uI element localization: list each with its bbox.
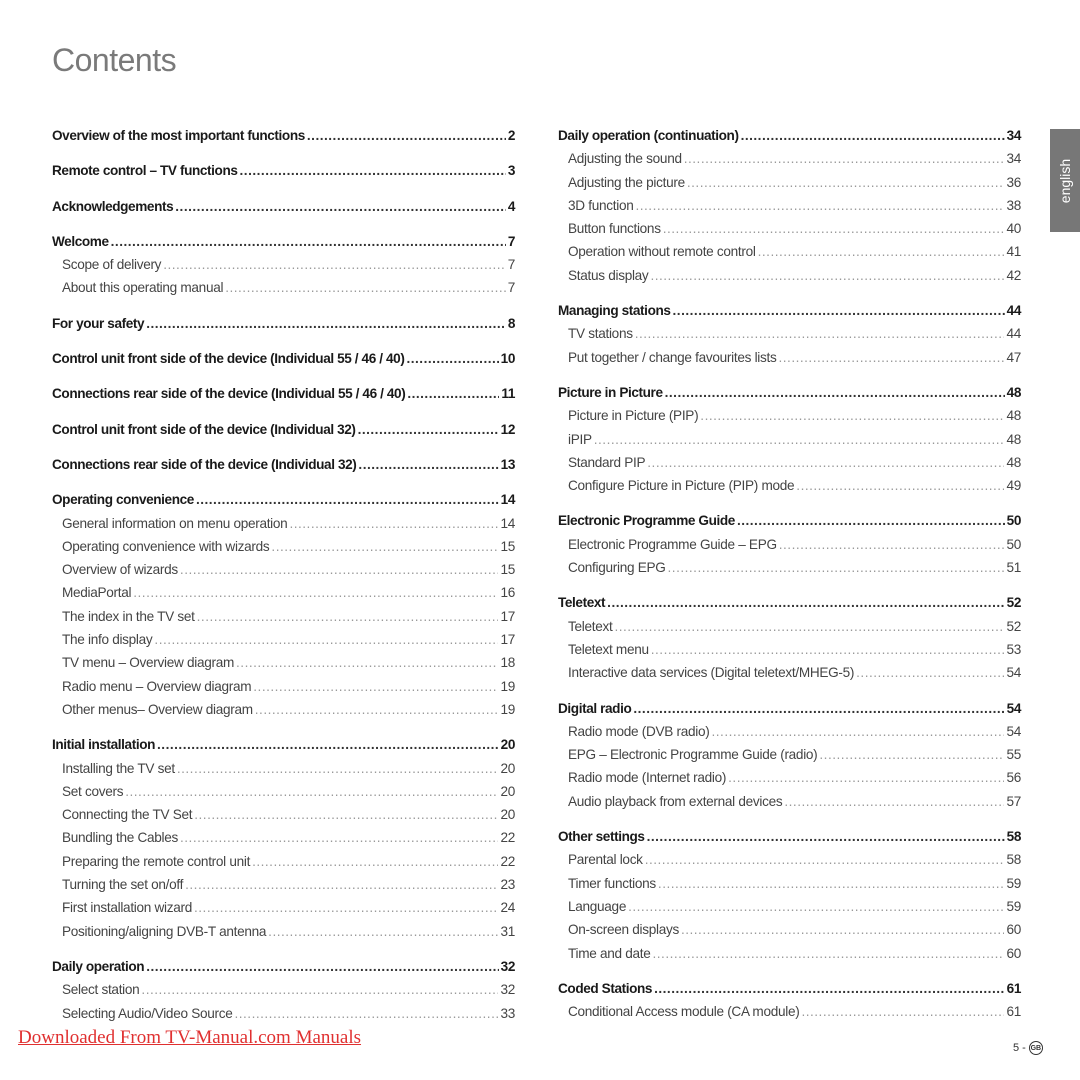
dot-leader (358, 418, 499, 441)
dot-leader (758, 240, 1005, 263)
toc-entry[interactable] (52, 920, 515, 943)
entry-page: 19 (500, 678, 515, 694)
dot-leader (271, 535, 498, 558)
entry-page: 61 (1006, 980, 1021, 996)
entry-label: Parental lock (568, 852, 643, 868)
entry-label: Connecting the TV Set (62, 807, 193, 823)
entry-page: 17 (500, 608, 515, 624)
entry-page: 58 (1006, 829, 1021, 845)
entry-page: 34 (1006, 128, 1021, 143)
country-badge-icon: GB (1029, 1041, 1043, 1055)
entry-page: 3 (507, 163, 515, 179)
entry-page: 59 (1006, 898, 1021, 914)
entry-label: Other menus– Overview diagram (62, 701, 253, 717)
entry-label: Operating convenience with wizards (62, 538, 270, 554)
dot-leader (651, 638, 1005, 661)
entry-page: 56 (1006, 770, 1021, 786)
download-link[interactable]: Downloaded From TV-Manual.com Manuals (18, 1027, 362, 1048)
entry-label: Welcome (52, 233, 109, 249)
dot-leader (681, 918, 1005, 941)
dot-leader (665, 381, 1005, 404)
entry-label: Remote control – TV functions (52, 163, 238, 179)
toc-entry[interactable] (558, 451, 1021, 474)
entry-label: EPG – Electronic Programme Guide (radio) (568, 747, 818, 763)
entry-page: 31 (500, 923, 515, 939)
entry-page: 55 (1006, 747, 1021, 763)
dot-leader (163, 253, 506, 276)
entry-label: Turning the set on/off (62, 877, 184, 893)
toc-entry[interactable] (52, 581, 515, 604)
entry-label: TV menu – Overview diagram (62, 655, 235, 671)
dot-leader (111, 230, 506, 253)
entry-label: Audio playback from external devices (568, 793, 783, 809)
dot-leader (255, 698, 499, 721)
toc-section[interactable] (52, 488, 515, 511)
entry-label: Language (568, 898, 627, 914)
toc-entry[interactable] (558, 171, 1021, 194)
toc-section[interactable] (52, 230, 515, 253)
toc-entry[interactable] (558, 404, 1021, 427)
entry-label: Initial installation (52, 737, 156, 753)
dot-leader (668, 556, 1005, 579)
toc-entry[interactable] (52, 896, 515, 919)
entry-label: First installation wizard (62, 900, 192, 916)
toc-entry[interactable] (52, 698, 515, 721)
toc-entry[interactable] (52, 826, 515, 849)
toc-entry[interactable] (52, 978, 515, 1001)
toc-entry[interactable] (52, 1002, 515, 1025)
page-number-text: 5 - (1013, 1042, 1026, 1054)
entry-page: 32 (500, 958, 515, 974)
entry-label: Radio mode (Internet radio) (568, 770, 727, 786)
entry-page: 17 (500, 632, 515, 648)
dot-leader (194, 803, 498, 826)
toc-entry[interactable] (558, 194, 1021, 217)
dot-leader (737, 509, 1005, 532)
toc-entry[interactable] (52, 276, 515, 299)
dot-leader (653, 942, 1005, 965)
entry-page: 33 (500, 1005, 515, 1021)
toc-section[interactable] (558, 299, 1021, 322)
toc-entry[interactable] (52, 675, 515, 698)
entry-label: Configure Picture in Picture (PIP) mode (568, 478, 795, 494)
entry-page: 38 (1006, 197, 1021, 213)
entry-page: 61 (1006, 1004, 1021, 1020)
entry-page: 49 (1006, 478, 1021, 494)
entry-page: 7 (507, 280, 515, 296)
entry-label: MediaPortal (62, 585, 132, 601)
toc-section[interactable] (52, 955, 515, 978)
toc-section[interactable] (52, 159, 515, 182)
entry-label: For your safety (52, 315, 145, 331)
toc-entry[interactable] (558, 264, 1021, 287)
toc-entry[interactable] (558, 766, 1021, 789)
dot-leader (196, 488, 499, 511)
entry-label: Standard PIP (568, 454, 646, 470)
toc-section[interactable] (558, 825, 1021, 848)
dot-leader (157, 733, 499, 756)
toc-section[interactable] (52, 733, 515, 756)
toc-entry[interactable] (558, 790, 1021, 813)
entry-label: Interactive data services (Digital teletext/MHEG-5) (568, 665, 855, 681)
entry-label: On-screen displays (568, 922, 679, 938)
toc-entry[interactable] (558, 556, 1021, 579)
entry-page: 51 (1006, 560, 1021, 576)
entry-page: 44 (1006, 303, 1021, 319)
entry-page: 23 (500, 877, 515, 893)
toc-section[interactable] (558, 509, 1021, 532)
entry-page: 48 (1006, 384, 1021, 400)
dot-leader (614, 615, 1004, 638)
toc-left-column (52, 124, 515, 1025)
toc-entry[interactable] (558, 1000, 1021, 1023)
toc-entry[interactable] (52, 628, 515, 651)
entry-page: 52 (1006, 618, 1021, 634)
toc-entry[interactable] (52, 535, 515, 558)
dot-leader (784, 790, 1004, 813)
entry-page: 48 (1006, 454, 1021, 470)
dot-leader (801, 1000, 1004, 1023)
entry-label: Teletext (568, 618, 613, 634)
entry-page: 7 (507, 257, 515, 273)
entry-page: 36 (1006, 174, 1021, 190)
dot-leader (628, 895, 1004, 918)
toc-entry[interactable] (52, 803, 515, 826)
entry-page: 42 (1006, 267, 1021, 283)
entry-page: 18 (500, 655, 515, 671)
toc-entry[interactable] (52, 253, 515, 276)
entry-label: Overview of the most important functions (52, 128, 305, 143)
entry-page: 22 (500, 830, 515, 846)
dot-leader (252, 850, 498, 873)
dot-leader (779, 533, 1005, 556)
entry-label: Daily operation (continuation) (558, 128, 739, 143)
entry-label: Connections rear side of the device (Individual 32) (52, 456, 357, 472)
toc-entry[interactable] (558, 743, 1021, 766)
dot-leader (307, 124, 506, 147)
toc-section[interactable] (52, 418, 515, 441)
entry-label: TV stations (568, 326, 633, 342)
dot-leader (684, 147, 1005, 170)
entry-page: 20 (500, 783, 515, 799)
entry-page: 10 (500, 351, 515, 367)
entry-page: 14 (500, 515, 515, 531)
dot-leader (146, 955, 498, 978)
entry-label: Preparing the remote control unit (62, 853, 251, 869)
entry-label: Adjusting the picture (568, 174, 685, 190)
toc-entry[interactable] (558, 942, 1021, 965)
toc-entry[interactable] (558, 533, 1021, 556)
dot-leader (180, 826, 498, 849)
toc-entry[interactable] (52, 558, 515, 581)
entry-label: Button functions (568, 221, 661, 237)
toc-section[interactable] (558, 124, 1021, 147)
entry-label: Other settings (558, 829, 645, 845)
entry-page: 54 (1006, 723, 1021, 739)
dot-leader (658, 872, 1005, 895)
dot-leader (146, 312, 506, 335)
entry-page: 50 (1006, 536, 1021, 552)
dot-leader (177, 757, 499, 780)
dot-leader (225, 276, 506, 299)
entry-page: 20 (500, 760, 515, 776)
toc-entry[interactable] (558, 217, 1021, 240)
toc-entry[interactable] (558, 872, 1021, 895)
toc-entry[interactable] (558, 615, 1021, 638)
toc-entry[interactable] (558, 240, 1021, 263)
entry-page: 19 (500, 701, 515, 717)
dot-leader (741, 124, 1005, 147)
dot-leader (268, 920, 498, 943)
entry-label: Bundling the Cables (62, 830, 178, 846)
entry-label: Set covers (62, 783, 124, 799)
dot-leader (133, 581, 498, 604)
entry-label: Coded Stations (558, 980, 653, 996)
entry-page: 59 (1006, 875, 1021, 891)
entry-page: 20 (500, 737, 515, 753)
entry-label: Radio mode (DVB radio) (568, 723, 710, 739)
dot-leader (197, 605, 499, 628)
entry-label: Status display (568, 267, 649, 283)
entry-page: 11 (501, 386, 515, 402)
page-number (1013, 1041, 1043, 1055)
page-title: Contents (52, 42, 177, 78)
entry-label: Managing stations (558, 303, 671, 319)
entry-page: 16 (500, 585, 515, 601)
dot-leader (253, 675, 498, 698)
toc-section[interactable] (52, 312, 515, 335)
entry-page: 60 (1006, 922, 1021, 938)
entry-label: Radio menu – Overview diagram (62, 678, 252, 694)
dot-leader (650, 264, 1004, 287)
language-tab (1050, 129, 1080, 232)
entry-page: 54 (1006, 700, 1021, 716)
toc-entry[interactable] (52, 850, 515, 873)
entry-label: Timer functions (568, 875, 656, 891)
dot-leader (194, 896, 498, 919)
entry-page: 20 (500, 807, 515, 823)
entry-label: About this operating manual (62, 280, 224, 296)
toc-section[interactable] (558, 977, 1021, 1000)
dot-leader (712, 720, 1005, 743)
toc-section[interactable] (558, 381, 1021, 404)
dot-leader (185, 873, 498, 896)
entry-label: Put together / change favourites lists (568, 349, 777, 365)
entry-page: 52 (1006, 595, 1021, 611)
entry-label: Control unit front side of the device (Individual 32) (52, 421, 356, 437)
dot-leader (647, 825, 1005, 848)
toc-entry[interactable] (558, 848, 1021, 871)
entry-page: 13 (500, 456, 515, 472)
dot-leader (856, 661, 1004, 684)
dot-leader (647, 451, 1004, 474)
toc-section[interactable] (52, 453, 515, 476)
dot-leader (635, 194, 1004, 217)
entry-label: Time and date (568, 945, 651, 961)
entry-page: 32 (500, 982, 515, 998)
entry-label: Configuring EPG (568, 560, 666, 576)
entry-page: 15 (500, 562, 515, 578)
dot-leader (406, 347, 498, 370)
dot-leader (234, 1002, 498, 1025)
entry-label: Control unit front side of the device (Individual 55 / 46 / 40) (52, 351, 405, 367)
entry-page: 60 (1006, 945, 1021, 961)
toc-section[interactable] (52, 124, 515, 147)
entry-label: Teletext menu (568, 641, 649, 657)
entry-label: Picture in Picture (PIP) (568, 408, 699, 424)
toc-right-column (558, 124, 1021, 1023)
dot-leader (154, 628, 498, 651)
dot-leader (663, 217, 1005, 240)
toc-entry[interactable] (52, 757, 515, 780)
entry-page: 24 (500, 900, 515, 916)
entry-label: Operation without remote control (568, 244, 756, 260)
toc-entry[interactable] (558, 346, 1021, 369)
entry-page: 22 (500, 853, 515, 869)
toc-section[interactable] (558, 591, 1021, 614)
entry-page: 47 (1006, 349, 1021, 365)
entry-label: Scope of delivery (62, 257, 162, 273)
language-tab-label: english (1057, 158, 1073, 203)
entry-label: The index in the TV set (62, 608, 195, 624)
toc-entry[interactable] (52, 780, 515, 803)
toc-entry[interactable] (52, 605, 515, 628)
dot-leader (654, 977, 1005, 1000)
entry-page: 48 (1006, 408, 1021, 424)
dot-leader (240, 159, 506, 182)
toc-entry[interactable] (558, 638, 1021, 661)
toc-entry[interactable] (558, 428, 1021, 451)
toc-entry[interactable] (52, 651, 515, 674)
entry-label: Digital radio (558, 700, 632, 716)
entry-label: Installing the TV set (62, 760, 175, 776)
entry-label: Electronic Programme Guide (558, 513, 735, 529)
dot-leader (673, 299, 1005, 322)
dot-leader (819, 743, 1004, 766)
entry-label: Connections rear side of the device (Individual 55 / 46 / 40) (52, 386, 406, 402)
dot-leader (358, 453, 498, 476)
dot-leader (645, 848, 1005, 871)
entry-label: General information on menu operation (62, 515, 288, 531)
dot-leader (594, 428, 1005, 451)
entry-page: 7 (507, 233, 515, 249)
entry-label: Positioning/aligning DVB-T antenna (62, 923, 267, 939)
dot-leader (141, 978, 498, 1001)
entry-label: Acknowledgements (52, 198, 174, 214)
dot-leader (700, 404, 1004, 427)
entry-label: Operating convenience (52, 492, 194, 508)
entry-page: 15 (500, 538, 515, 554)
entry-label: Teletext (558, 595, 606, 611)
entry-label: Daily operation (52, 958, 145, 974)
toc-section[interactable] (52, 195, 515, 218)
toc-entry[interactable] (558, 147, 1021, 170)
entry-page: 40 (1006, 221, 1021, 237)
dot-leader (289, 512, 498, 535)
toc-section[interactable] (52, 347, 515, 370)
dot-leader (687, 171, 1005, 194)
entry-label: Conditional Access module (CA module) (568, 1004, 800, 1020)
entry-label: The info display (62, 632, 153, 648)
toc-section[interactable] (558, 697, 1021, 720)
dot-leader (125, 780, 498, 803)
dot-leader (175, 195, 506, 218)
entry-page: 41 (1006, 244, 1021, 260)
entry-page: 44 (1006, 326, 1021, 342)
dot-leader (633, 697, 1004, 720)
dot-leader (635, 322, 1005, 345)
entry-label: Electronic Programme Guide – EPG (568, 536, 777, 552)
entry-label: Picture in Picture (558, 384, 663, 400)
toc-entry[interactable] (558, 918, 1021, 941)
toc-section[interactable] (52, 382, 515, 405)
dot-leader (180, 558, 499, 581)
entry-page: 53 (1006, 641, 1021, 657)
entry-label: Selecting Audio/Video Source (62, 1005, 233, 1021)
dot-leader (236, 651, 498, 674)
toc-entry[interactable] (558, 474, 1021, 497)
entry-page: 8 (507, 315, 515, 331)
entry-page: 54 (1006, 665, 1021, 681)
entry-page: 58 (1006, 852, 1021, 868)
entry-page: 57 (1006, 793, 1021, 809)
toc-entry[interactable] (52, 512, 515, 535)
dot-leader (779, 346, 1005, 369)
entry-label: Overview of wizards (62, 562, 178, 578)
entry-label: 3D function (568, 197, 634, 213)
dot-leader (407, 382, 499, 405)
toc-entry[interactable] (52, 873, 515, 896)
entry-label: iPIP (568, 431, 592, 447)
entry-page: 4 (507, 198, 515, 214)
toc-entry[interactable] (558, 661, 1021, 684)
entry-page: 14 (500, 492, 515, 508)
toc-entry[interactable] (558, 322, 1021, 345)
dot-leader (796, 474, 1004, 497)
toc-entry[interactable] (558, 895, 1021, 918)
dot-leader (728, 766, 1004, 789)
entry-page: 34 (1006, 151, 1021, 167)
toc-entry[interactable] (558, 720, 1021, 743)
entry-page: 2 (507, 128, 515, 143)
entry-label: Adjusting the sound (568, 151, 682, 167)
entry-page: 12 (500, 421, 515, 437)
entry-page: 48 (1006, 431, 1021, 447)
entry-label: Select station (62, 982, 140, 998)
dot-leader (607, 591, 1005, 614)
entry-page: 50 (1006, 513, 1021, 529)
